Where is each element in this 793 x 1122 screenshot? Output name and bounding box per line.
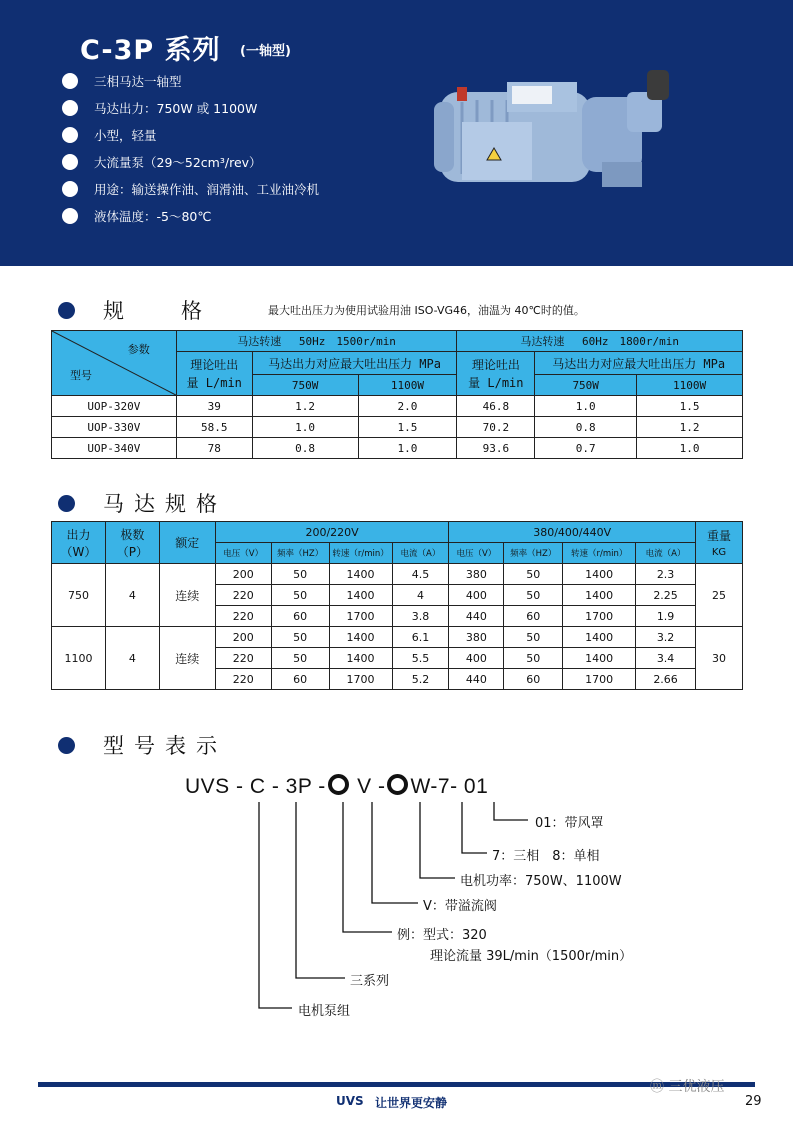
page-title: C-3P 系列 <box>80 35 221 66</box>
section-heading: 马达规格 <box>103 492 227 516</box>
section-bullet-icon <box>58 495 75 512</box>
diag-header-cell: 参数 型号 <box>52 331 177 396</box>
model-code: UVS - C - 3P - V - W-7- 01 <box>185 775 489 798</box>
table-row: UOP-330V 58.5 1.0 1.5 70.2 0.8 1.2 <box>52 417 743 438</box>
diagonal-line <box>52 331 176 395</box>
legend-phase: 7：三相 8：单相 <box>492 849 600 864</box>
feature-item: 三相马达一轴型 <box>62 72 182 90</box>
bullet-icon <box>62 208 78 224</box>
motor-table: 出力 （W） 极数 （P） 额定 200/220V 380/400/440V 重量 KG 电压（V） 频率（HZ） 转速（r/min） 电流（A） 电压（V） 频率（HZ） 转速（r/min） 电流（A） 750 4 连续 200 50 1400 4.5 380 50 1400 2.3 25 220 50 1400 4 400 50 1400 2.25 220 60 1700 3.8 440 60 1700 1.9 1100 4 连续 200 50 1400 6.1 380 50 1400 3.2 30 220 50 1400 5.5 400 50 1400 3.4 220 60 1700 5.2 440 60 1700 2.66 <box>51 521 743 690</box>
wechat-watermark: ⓜ 三优液压 <box>650 1079 725 1095</box>
section-heading: 型号表示 <box>103 734 227 758</box>
section-bullet-icon <box>58 302 75 319</box>
legend-fan-cover: 01：带风罩 <box>535 816 604 831</box>
table-row: 220 50 1400 4 400 50 1400 2.25 <box>52 585 743 606</box>
legend-flow: 理论流量 39L/min（1500r/min） <box>430 949 633 964</box>
feature-item: 用途：输送操作油、润滑油、工业油冷机 <box>62 180 319 198</box>
table-row: 220 60 1700 5.2 440 60 1700 2.66 <box>52 669 743 690</box>
legend-motor-pump: 电机泵组 <box>298 1004 351 1019</box>
section-heading: 规 格 <box>103 299 220 323</box>
table-row: 1100 4 连续 200 50 1400 6.1 380 50 1400 3.2 30 <box>52 627 743 648</box>
bullet-icon <box>62 154 78 170</box>
bullet-icon <box>62 73 78 89</box>
spec-table: 参数 型号 马达转速 50Hz 1500r/min 马达转速 60Hz 1800r/min 理论吐出 量 L/min 马达出力对应最大吐出压力 MPa 理论吐出 量 L/min 马达出力对应最大吐出压力 MPa 750W 1100W 750W 1100W UOP-320V 39 1.2 2.0 46.8 1.0 1.5 UOP-330V 58.5 1.0 1.5 70.2 0.8 1.2 UOP-340V 78 0.8 1.0 93.6 0.7 1.0 <box>51 330 743 459</box>
footer-brand: UVS <box>336 1094 364 1108</box>
wechat-icon: ⓜ <box>650 1079 669 1095</box>
feature-item: 液体温度：-5～80℃ <box>62 207 211 225</box>
footer-slogan: 让世界更安静 <box>375 1096 448 1110</box>
bullet-icon <box>62 127 78 143</box>
legend-relief-valve: V：带溢流阀 <box>423 899 497 914</box>
placeholder-circle-icon <box>328 774 349 795</box>
footer-rule <box>38 1082 755 1087</box>
spec-note: 最大吐出压力为使用试验用油 ISO-VG46，油温为 40℃时的值。 <box>268 304 585 317</box>
bullet-icon <box>62 181 78 197</box>
feature-item: 马达出力：750W 或 1100W <box>62 99 257 117</box>
feature-item: 大流量泵（29～52cm³/rev） <box>62 153 262 171</box>
legend-type: 例：型式：320 <box>397 928 487 943</box>
legend-series: 三系列 <box>350 974 390 989</box>
table-row: 220 50 1400 5.5 400 50 1400 3.4 <box>52 648 743 669</box>
bullet-icon <box>62 100 78 116</box>
section-model <box>58 730 227 760</box>
page-subtitle: (一轴型) <box>240 44 291 59</box>
table-row: UOP-340V 78 0.8 1.0 93.6 0.7 1.0 <box>52 438 743 459</box>
legend-power: 电机功率：750W、1100W <box>460 874 622 889</box>
motor-pump-image <box>432 62 692 197</box>
section-motor <box>58 488 227 518</box>
section-bullet-icon <box>58 737 75 754</box>
page-number: 29 <box>745 1094 762 1109</box>
header-banner <box>0 0 793 266</box>
table-row: 750 4 连续 200 50 1400 4.5 380 50 1400 2.3 25 <box>52 564 743 585</box>
feature-item: 小型，轻量 <box>62 126 157 144</box>
section-spec <box>58 295 220 325</box>
table-row: 220 60 1700 3.8 440 60 1700 1.9 <box>52 606 743 627</box>
placeholder-circle-icon <box>387 774 408 795</box>
table-row: UOP-320V 39 1.2 2.0 46.8 1.0 1.5 <box>52 396 743 417</box>
